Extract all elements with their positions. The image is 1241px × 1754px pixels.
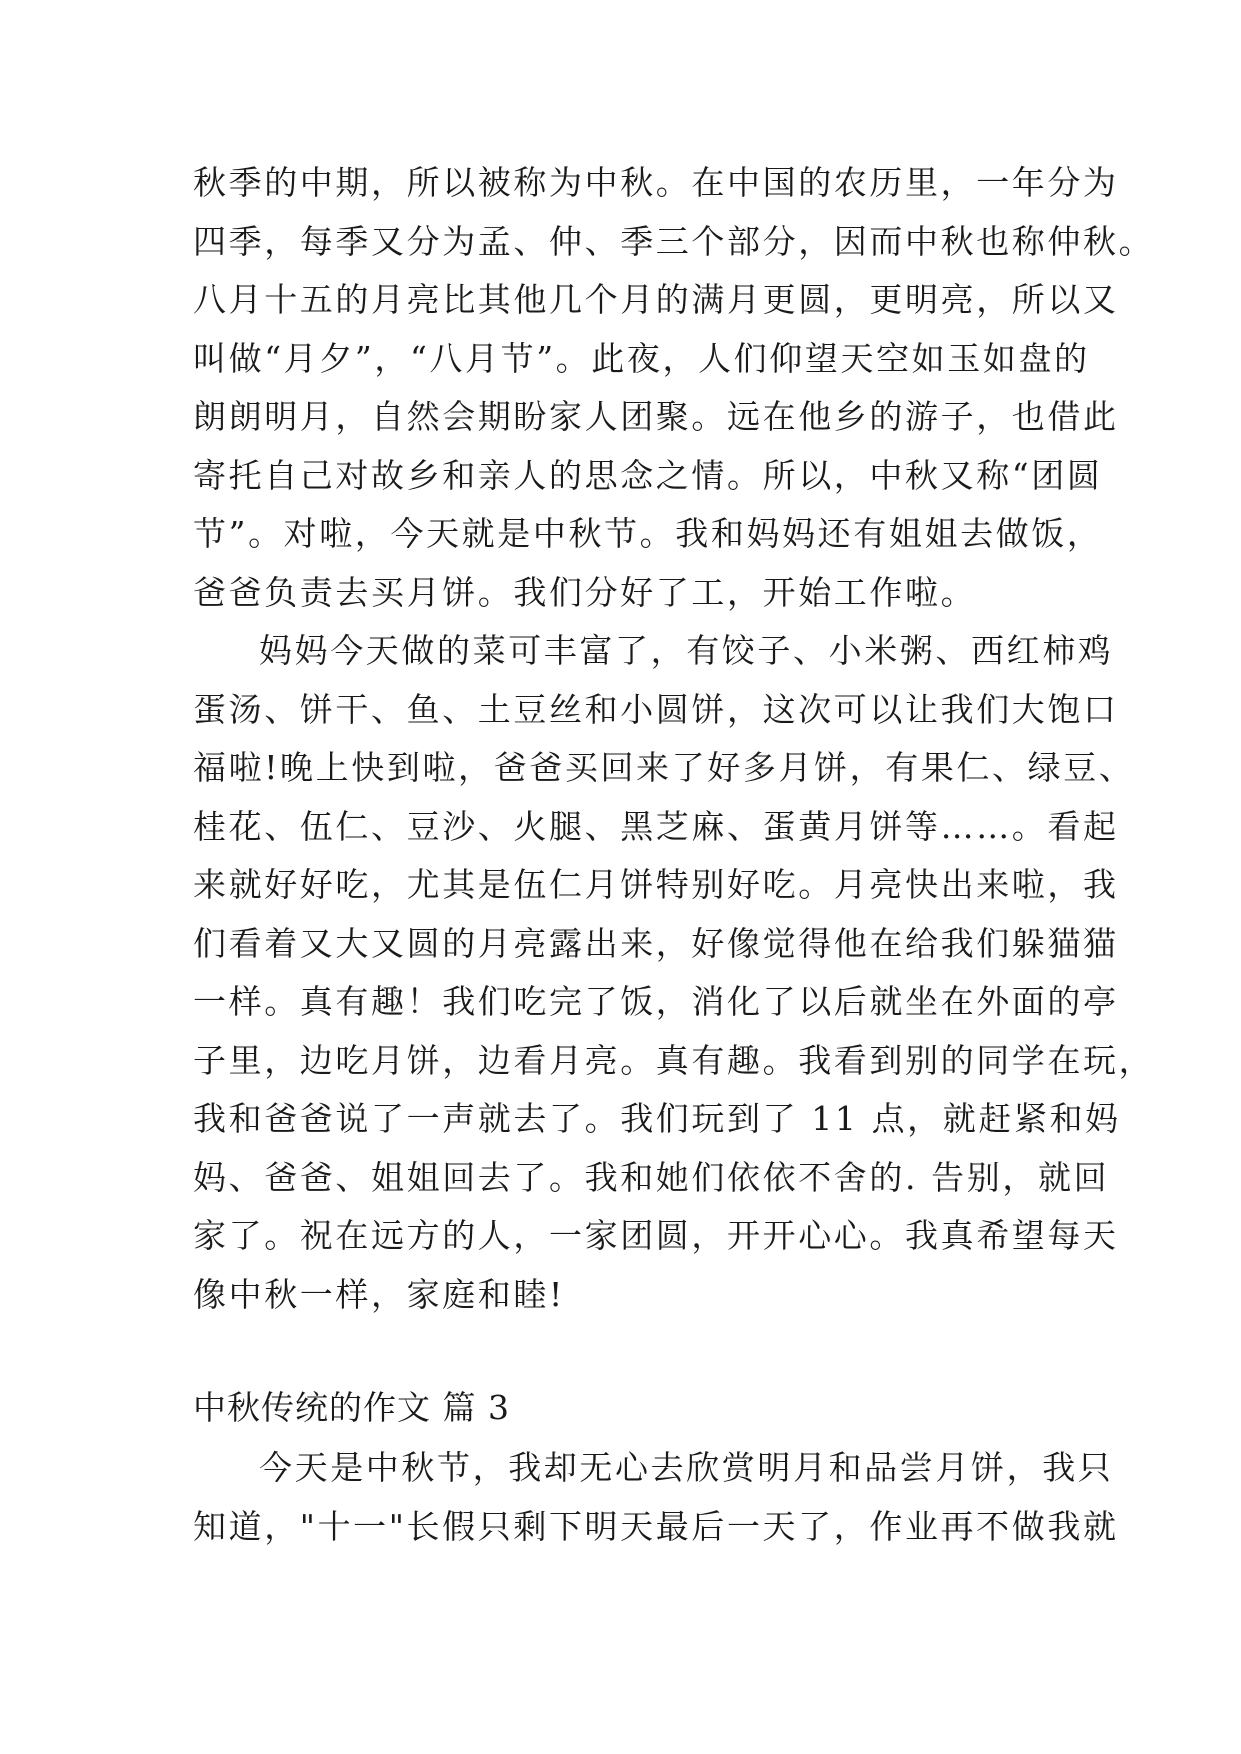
text-line: 八月十五的月亮比其他几个月的满月更圆，更明亮，所以又 [193, 280, 1119, 319]
text-line: 像中秋一样，家庭和睦! [193, 1275, 565, 1314]
text-line: 秋季的中期，所以被称为中秋。在中国的农历里，一年分为 [193, 163, 1119, 202]
text-line: 朗朗明月，自然会期盼家人团聚。远在他乡的游子，也借此 [193, 397, 1119, 436]
paragraph-first-line: 妈妈今天做的菜可丰富了，有饺子、小米粥、西红柿鸡 [259, 631, 1114, 670]
text-line: 子里，边吃月饼，边看月亮。真有趣。我看到别的同学在玩， [193, 1041, 1155, 1080]
text-line: 桂花、伍仁、豆沙、火腿、黑芝麻、蛋黄月饼等……。看起 [193, 807, 1119, 846]
text-line: 节”。对啦，今天就是中秋节。我和妈妈还有姐姐去做饭， [193, 514, 1103, 553]
text-line: 知道，"十一"长假只剩下明天最后一天了，作业再不做我就 [193, 1507, 1119, 1546]
text-line: 寄托自己对故乡和亲人的思念之情。所以，中秋又称“团圆 [193, 456, 1103, 495]
text-line: 叫做“月夕”，“八月节”。此夜，人们仰望天空如玉如盘的 [193, 339, 1090, 378]
paragraph-first-line: 今天是中秋节，我却无心去欣赏明月和品尝月饼，我只 [259, 1448, 1114, 1487]
text-line: 爸爸负责去买月饼。我们分好了工，开始工作啦。 [193, 573, 977, 612]
text-line: 来就好好吃，尤其是伍仁月饼特别好吃。月亮快出来啦，我 [193, 865, 1119, 904]
text-line: 家了。祝在远方的人，一家团圆，开开心心。我真希望每天 [193, 1216, 1119, 1255]
section-heading: 中秋传统的作文 篇 3 [193, 1388, 510, 1427]
text-line: 我和爸爸说了一声就去了。我们玩到了 11 点，就赶紧和妈 [193, 1099, 1121, 1138]
text-line: 们看着又大又圆的月亮露出来，好像觉得他在给我们躲猫猫 [193, 924, 1119, 963]
text-line: 福啦!晚上快到啦，爸爸买回来了好多月饼，有果仁、绿豆、 [193, 748, 1135, 787]
text-line: 四季，每季又分为孟、仲、季三个部分，因而中秋也称仲秋。 [193, 222, 1155, 261]
text-line: 妈、爸爸、姐姐回去了。我和她们依依不舍的. 告别，就回 [193, 1158, 1110, 1197]
text-line: 一样。真有趣！我们吃完了饭，消化了以后就坐在外面的亭 [193, 982, 1119, 1021]
text-line: 蛋汤、饼干、鱼、土豆丝和小圆饼，这次可以让我们大饱口 [193, 690, 1119, 729]
